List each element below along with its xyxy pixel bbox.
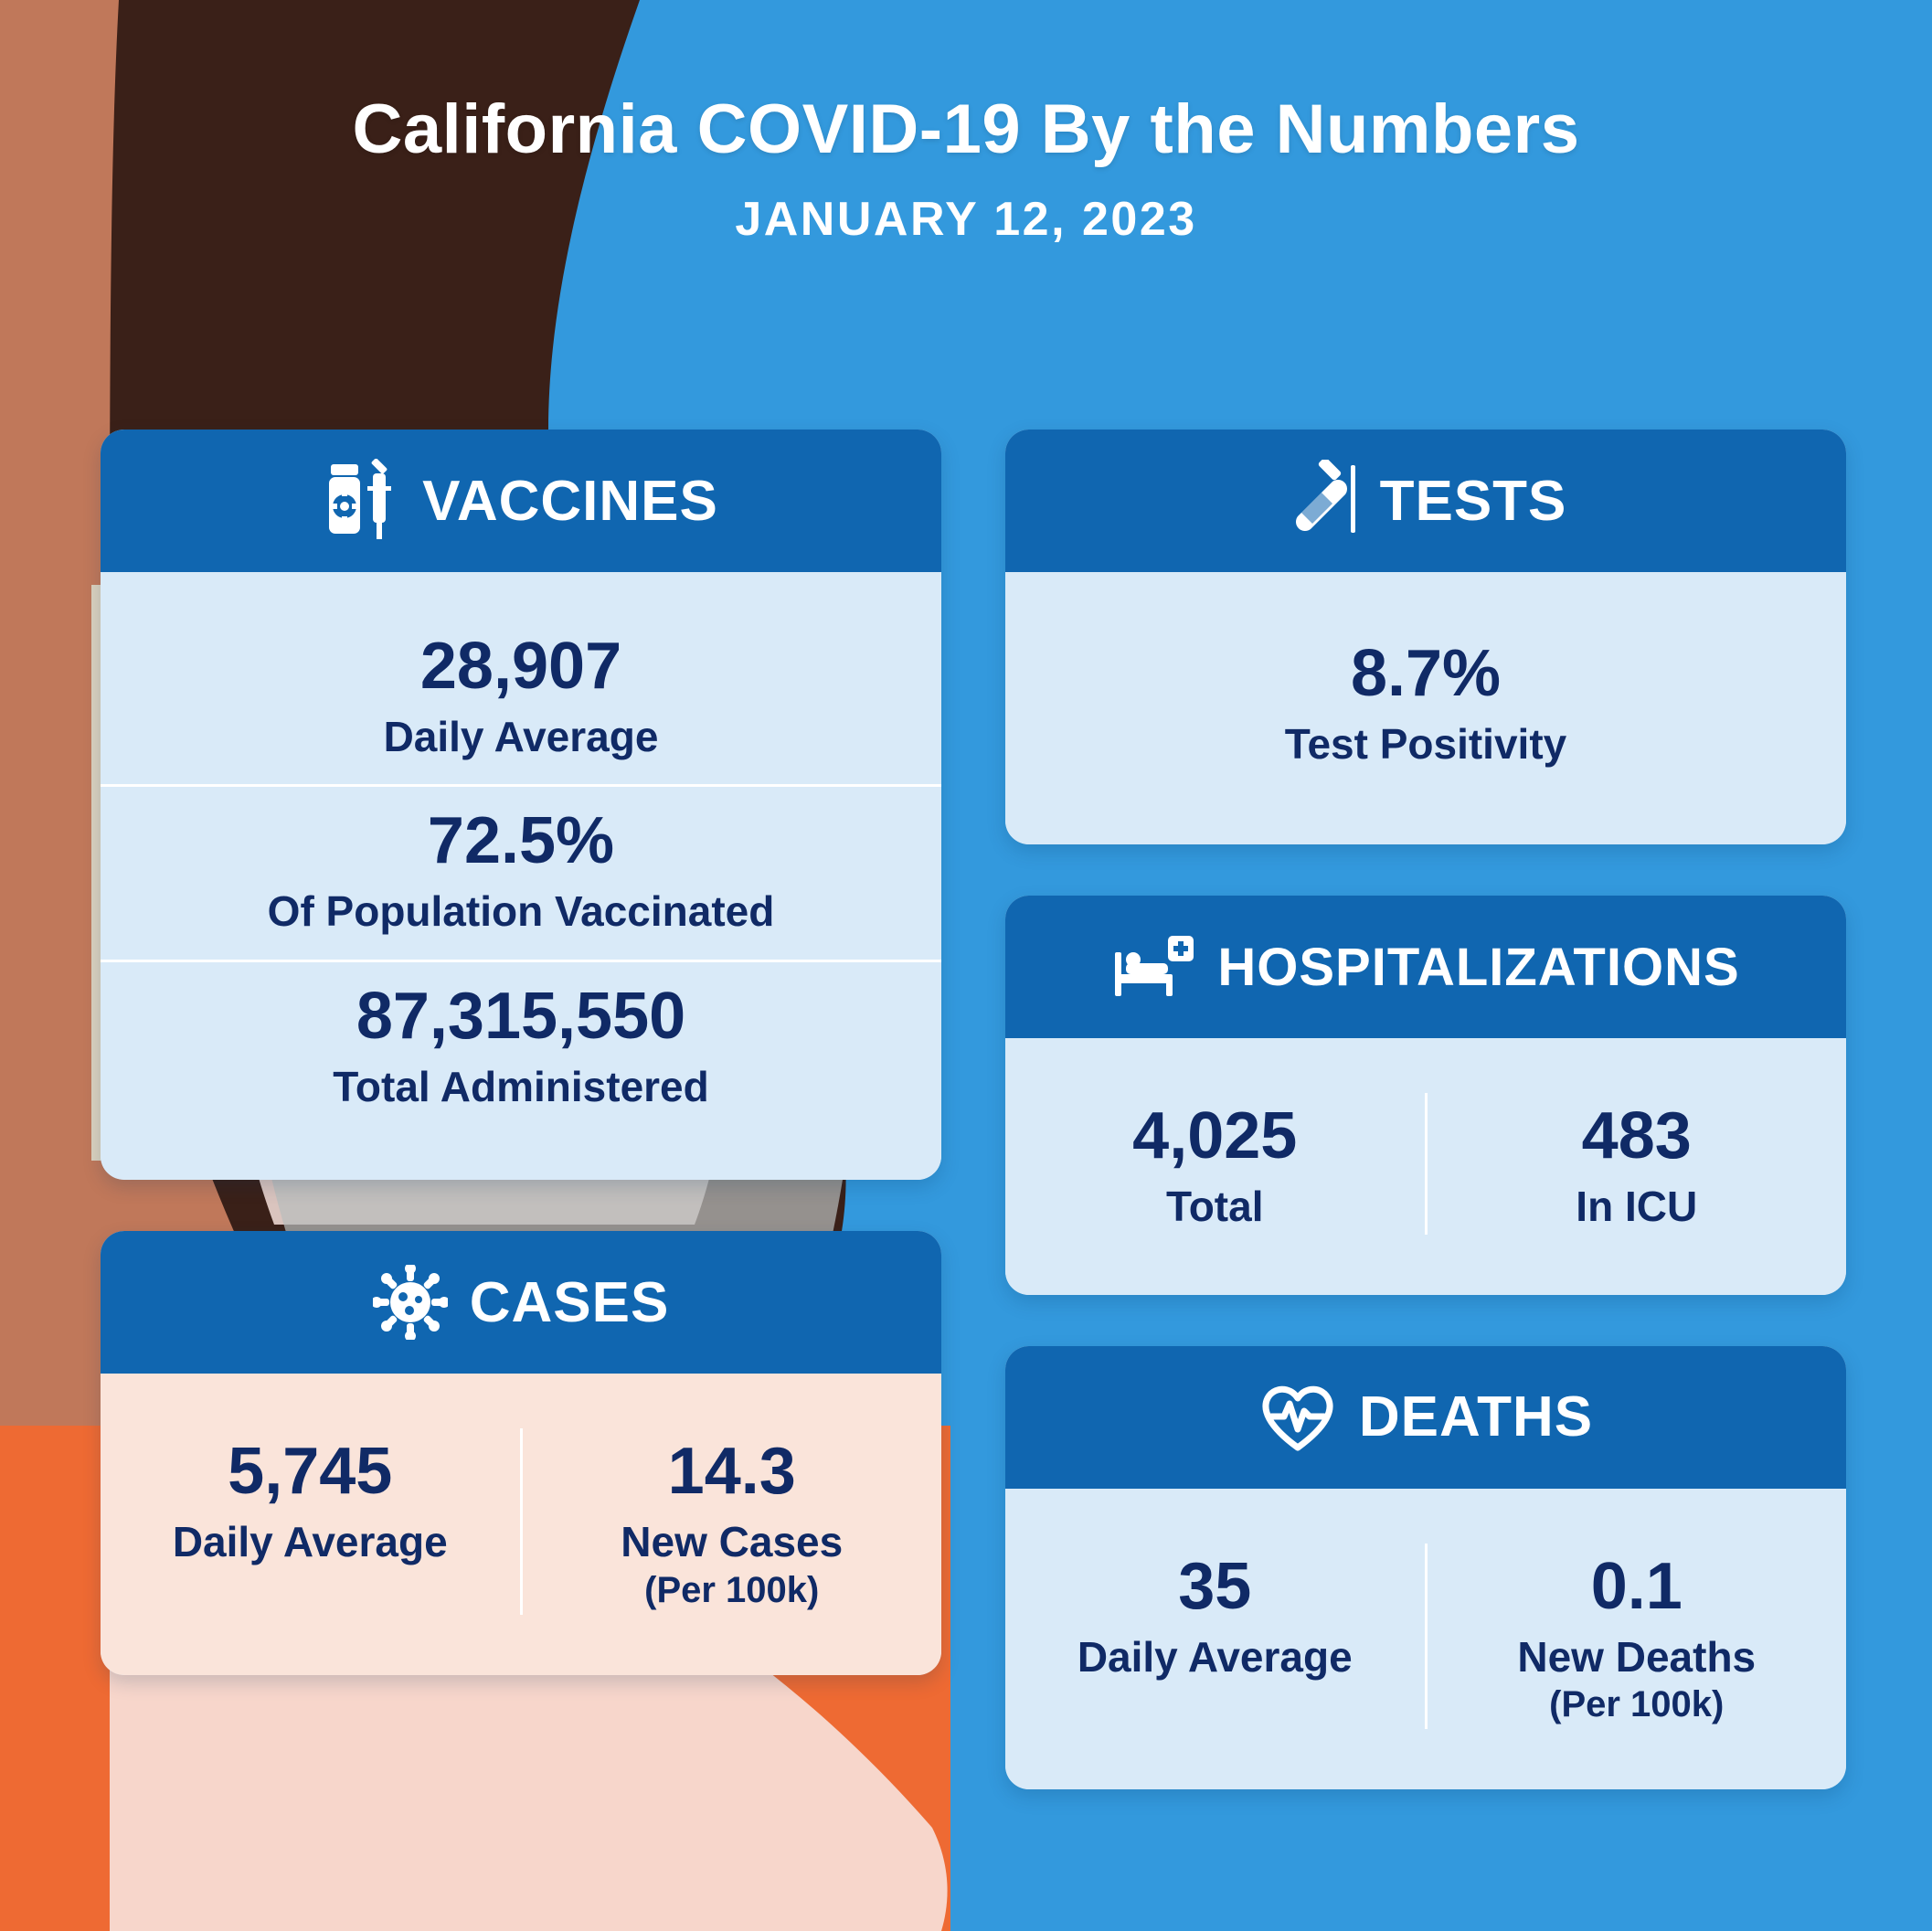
stat-value: 14.3: [667, 1435, 796, 1509]
stat-sublabel: (Per 100k): [644, 1569, 820, 1610]
stat-value: 87,315,550: [356, 979, 686, 1053]
card-vaccines-label: VACCINES: [422, 469, 718, 533]
cases-left: [101, 1414, 520, 1629]
stat-value: 72.5%: [427, 804, 615, 878]
card-tests-body: [1005, 572, 1846, 844]
stat-value: 0.1: [1590, 1549, 1683, 1623]
card-hospitalizations-header: [1005, 896, 1846, 1038]
card-vaccines-header: [101, 430, 941, 572]
card-vaccines-body: [101, 572, 941, 1180]
stat-label: Of Population Vaccinated: [267, 887, 775, 936]
card-deaths-body: [1005, 1489, 1846, 1789]
card-hospitalizations: [1005, 896, 1846, 1294]
stat-value: 28,907: [419, 630, 622, 703]
card-vaccines: [101, 430, 941, 1180]
stat-value: 8.7%: [1350, 637, 1502, 710]
tests-stat: [1005, 612, 1846, 799]
stat-row: [101, 784, 941, 959]
stat-value: 483: [1581, 1099, 1692, 1173]
card-cases-label: CASES: [469, 1270, 670, 1334]
vaccine-vial-syringe-icon: [324, 459, 400, 543]
deaths-right: [1428, 1529, 1847, 1744]
cases-right: [523, 1414, 942, 1629]
hospitalizations-right: [1428, 1078, 1847, 1248]
card-cases-body: [101, 1374, 941, 1674]
stat-label: Daily Average: [1077, 1632, 1353, 1681]
hospitalizations-split: [1005, 1078, 1846, 1248]
card-cases-header: [101, 1231, 941, 1374]
heart-pulse-icon: [1258, 1382, 1337, 1453]
card-deaths-label: DEATHS: [1358, 1385, 1594, 1449]
stat-row: [101, 960, 941, 1134]
stat-label: New Deaths: [1517, 1632, 1757, 1681]
stat-label: In ICU: [1576, 1183, 1698, 1231]
stat-row: [101, 612, 941, 784]
card-deaths-header: [1005, 1346, 1846, 1489]
card-hospitalizations-label: HOSPITALIZATIONS: [1217, 937, 1740, 997]
stat-sublabel: (Per 100k): [1549, 1684, 1725, 1725]
card-hospitalizations-body: [1005, 1038, 1846, 1294]
stat-label: New Cases: [621, 1518, 844, 1566]
stat-value: 35: [1178, 1549, 1252, 1623]
card-tests-header: [1005, 430, 1846, 572]
cases-split: [101, 1414, 941, 1629]
left-column: [101, 430, 941, 1726]
test-tube-icon: [1285, 460, 1358, 542]
stat-label: Daily Average: [383, 712, 659, 760]
virus-icon: [373, 1265, 448, 1340]
stat-label: Daily Average: [172, 1518, 448, 1566]
stat-label: Total: [1166, 1183, 1264, 1231]
deaths-left: [1005, 1529, 1425, 1744]
right-column: [1005, 430, 1846, 1841]
deaths-split: [1005, 1529, 1846, 1744]
page-title: California COVID-19 By the Numbers: [352, 90, 1580, 168]
stat-label: Total Administered: [333, 1062, 709, 1110]
stat-label: Test Positivity: [1284, 719, 1567, 768]
stat-value: 5,745: [228, 1435, 393, 1509]
card-tests: [1005, 430, 1846, 844]
card-deaths: [1005, 1346, 1846, 1789]
hospitalizations-left: [1005, 1078, 1425, 1248]
page-date: JANUARY 12, 2023: [735, 192, 1197, 246]
card-cases: [101, 1231, 941, 1674]
hospital-bed-icon: [1111, 934, 1195, 1000]
stat-value: 4,025: [1132, 1099, 1298, 1173]
card-tests-label: TESTS: [1379, 469, 1567, 533]
